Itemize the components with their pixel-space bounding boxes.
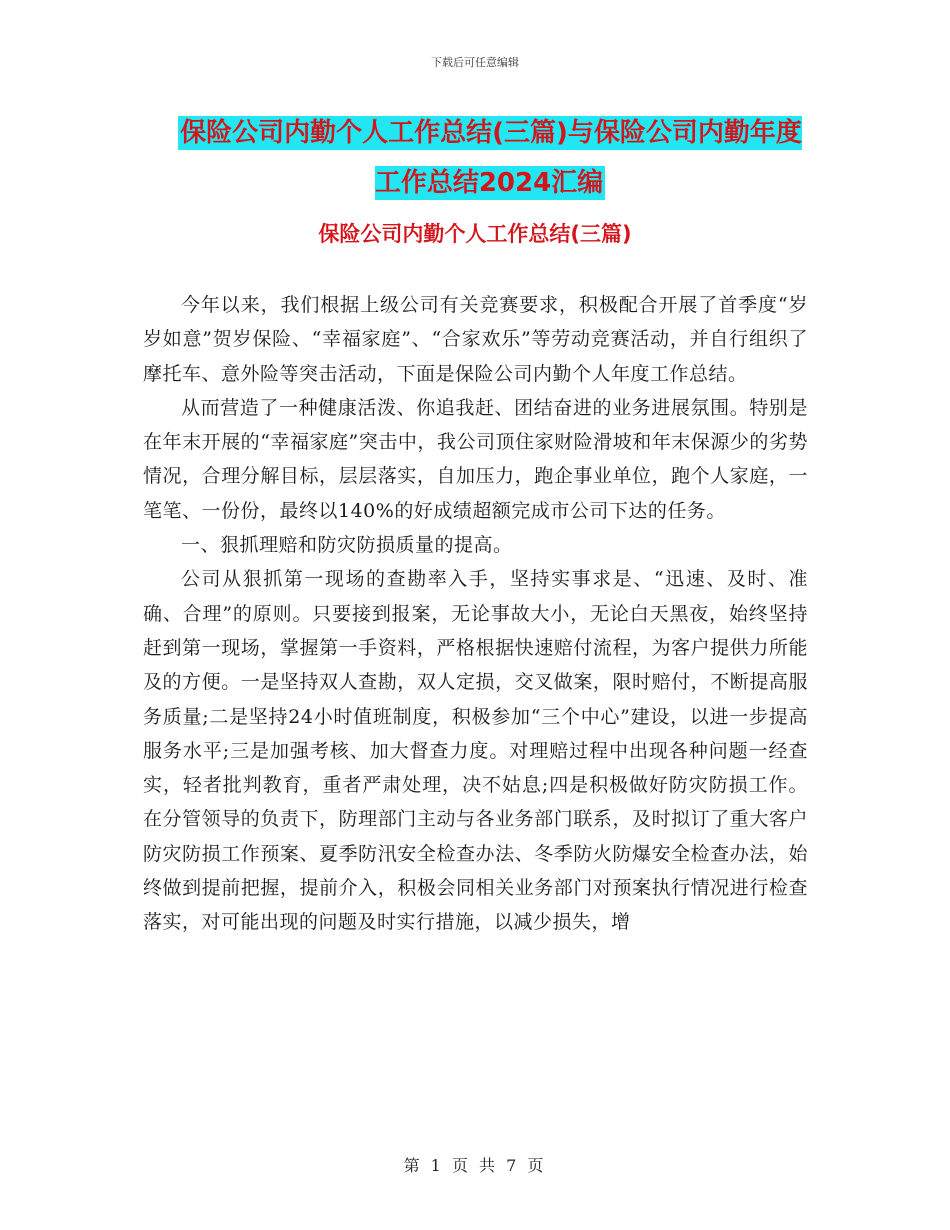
- document-title: [170, 108, 810, 208]
- paragraph-heading: 一、狠抓理赔和防灾防损质量的提高。: [181, 534, 513, 557]
- paragraph: 从而营造了一种健康活泼、你追我赶、团结奋进的业务进展氛围。特别是在年末开展的“幸福家庭”突击中，我公司顶住家财险滑坡和年末保源少的劣势情况，合理分解目标，层层落实，自加压力，跑企事业单位，跑个人家庭，一笔笔、一份份，最终以140%的好成绩超额完成市公司下达的任务。: [143, 396, 808, 522]
- section-title: 保险公司内勤个人工作总结(三篇): [318, 222, 632, 246]
- paragraph: 今年以来，我们根据上级公司有关竞赛要求，积极配合开展了首季度“岁岁如意”贺岁保险、“幸福家庭”、“合家欢乐”等劳动竞赛活动，并自行组织了摩托车、意外险等突击活动，下面是保险公司内勤个人年度工作总结。: [143, 294, 808, 385]
- page-number-footer: 第 1 页 共 7 页: [403, 1156, 547, 1175]
- paragraph: 公司从狠抓第一现场的查勘率入手，坚持实事求是、“迅速、及时、准确、合理”的原则。只要接到报案，无论事故大小，无论白天黑夜，始终坚持赶到第一现场，掌握第一手资料，严格根据快速赔付流程，为客户提供力所能及的方便。一是坚持双人查勘，双人定损，交叉做案，限时赔付，不断提高服务质量;二是坚持24小时值班制度，积极参加“三个中心”建设，以进一步提高服务水平;三是加强考核、加大督查力度。对理赔过程中出现各种问题一经查实，轻者批判教育，重者严肃处理，决不姑息;四是积极做好防灾防损工作。在分管领导的负责下，防理部门主动与各业务部门联系，及时拟订了重大客户防灾防损工作预案、夏季防汛安全检查办法、冬季防火防爆安全检查办法，始终做到提前把握，提前介入，积极会同相关业务部门对预案执行情况进行检查落实，对可能出现的问题及时实行措施，以减少损失，增: [143, 568, 808, 934]
- document-title-text: 保险公司内勤个人工作总结(三篇)与保险公司内勤年度工作总结2024汇编: [180, 118, 802, 198]
- header-note: 下载后可任意编辑: [431, 56, 519, 69]
- body-text: [143, 288, 808, 940]
